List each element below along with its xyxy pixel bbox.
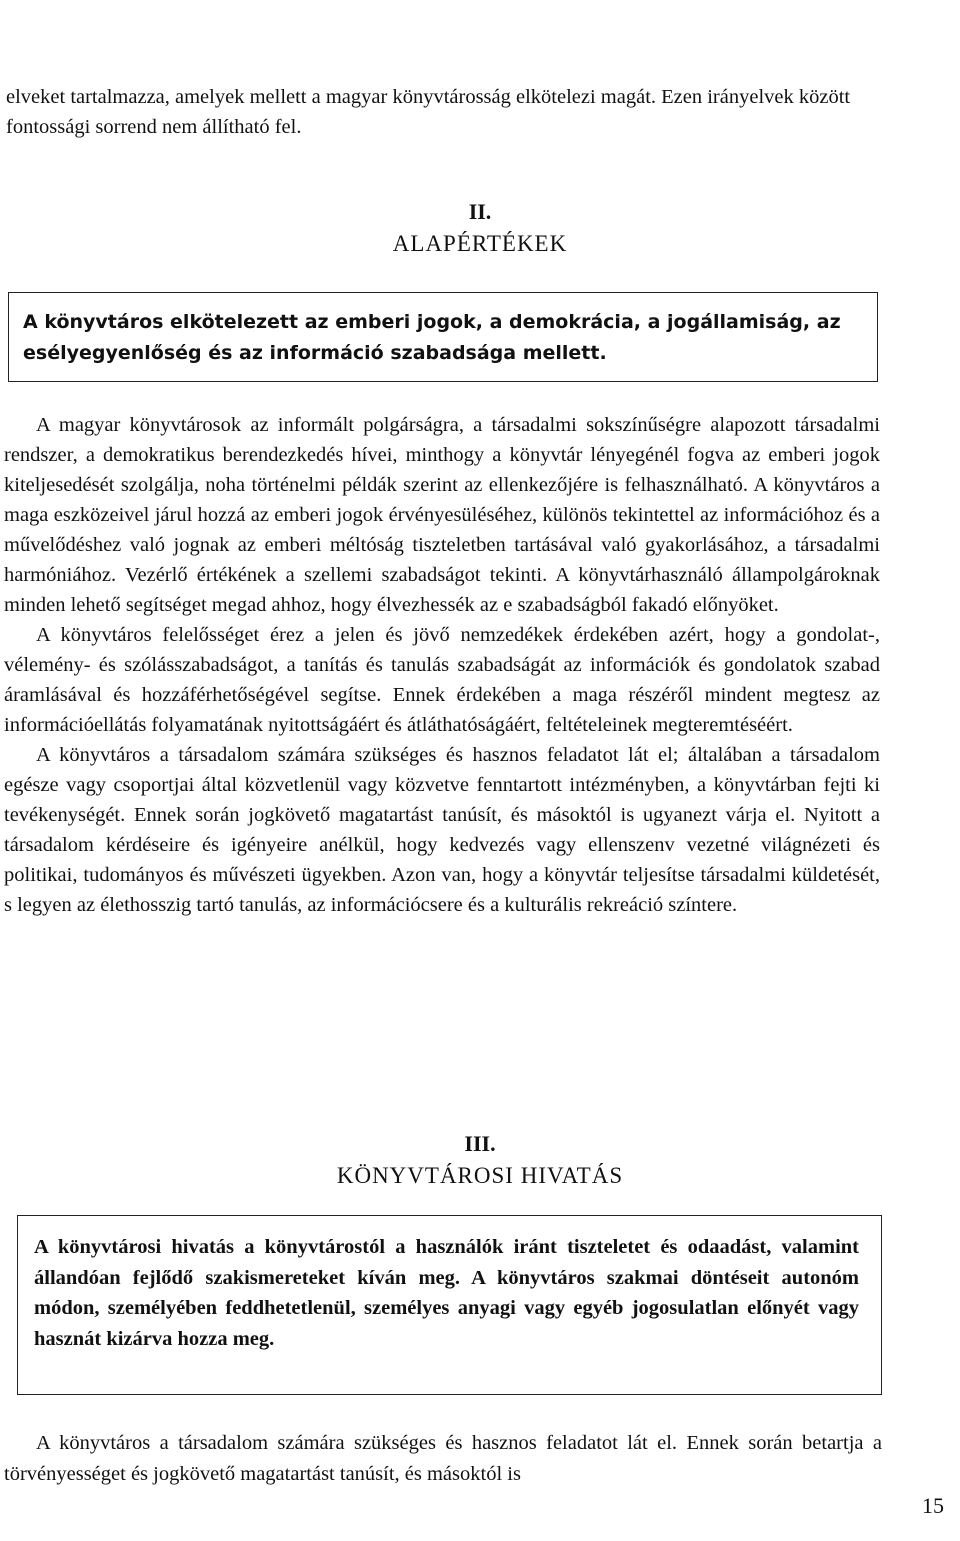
intro-text: elveket tartalmazza, amelyek mellett a magyar könyvtárosság elkötelezi magát. Ezen irányelvek között fontossági sorrend nem állítható fel. (6, 86, 851, 138)
section-3-paragraph-1: A könyvtáros a társadalom számára szükséges és hasznos feladatot lát el. Ennek során betartja a törvényességet és jogkövető magatartást tanúsít, és másoktól is (4, 1432, 882, 1485)
section-3-heading (0, 1128, 960, 1192)
section-3-principle-box: A könyvtárosi hivatás a könyvtárostól a használók iránt tiszteletet és odaadást, valamint állandóan fejlődő szakismereteket kíván meg. A könyvtáros szakmai döntéseit autonóm módon, személyében feddhetetlenül, személyes anyagi vagy egyéb jogosulatlan előnyét vagy hasznát kizárva hozza meg. (17, 1215, 882, 1395)
section-3-number: III. (464, 1131, 496, 1156)
section-2-title: ALAPÉRTÉKEK (392, 231, 568, 256)
section-3-title: KÖNYVTÁROSI HIVATÁS (336, 1163, 624, 1188)
section-2-paragraph-3: A könyvtáros a társadalom számára szükséges és hasznos feladatot lát el; általában a társadalom egésze vagy csoportjai által közvetlenül vagy közvetve fenntartott intézményben, a könyvtárban fejti ki tevékenységét. Ennek során jogkövető magatartást tanúsít, és másoktól is ugyanezt várja el. Nyitott a társadalom kérdéseire és igényeire anélkül, hogy kedvezés vagy ellenszenv vezetné világnézeti és politikai, tudományos és művészeti ügyekben. Azon van, hogy a könyvtár teljesítse társadalmi küldetését, s legyen az élethosszig tartó tanulás, az információcsere és a kulturális rekreáció színtere. (4, 744, 880, 916)
section-2-body (4, 410, 880, 920)
section-2-number: II. (468, 199, 492, 224)
section-2-principle-box: A könyvtáros elkötelezett az emberi jogok, a demokrácia, a jogállamiság, az esélyegyenlőség és az információ szabadsága mellett. (8, 292, 878, 382)
section-2-heading (0, 196, 960, 260)
section-3-body (4, 1428, 882, 1490)
page-number: 15 (922, 1493, 944, 1518)
section-2-paragraph-1: A magyar könyvtárosok az informált polgárságra, a társadalmi sokszínűségre alapozott társadalmi rendszer, a demokratikus berendezkedés hívei, minthogy a könyvtár lényegénél fogva az emberi jogok kiteljesedését szolgálja, noha történelmi példák szerint az ellenkezőjére is felhasználható. A könyvtáros a maga eszközeivel járul hozzá az emberi jogok érvényesüléséhez, különös tekintettel az információhoz és a művelődéshez való jognak az emberi méltóság tiszteletben tartásával való gyakorlásához, a társadalmi harmóniához. Vezérlő értékének a szellemi szabadságot tekinti. A könyvtárhasználó állampolgároknak minden lehető segítséget megad ahhoz, hogy élvezhessék az e szabadságból fakadó előnyöket. (4, 414, 880, 616)
section-2-paragraph-2: A könyvtáros felelősséget érez a jelen és jövő nemzedékek érdekében azért, hogy a gondolat-, vélemény- és szólásszabadságot, a tanítás és tanulás szabadságát az információk és gondolatok szabad áramlásával és hozzáférhetőségével segítse. Ennek érdekében a maga részéről mindent megtesz az információellátás folyamatának nyitottságáért és átláthatóságáért, feltételeinek megteremtéséért. (4, 624, 880, 736)
